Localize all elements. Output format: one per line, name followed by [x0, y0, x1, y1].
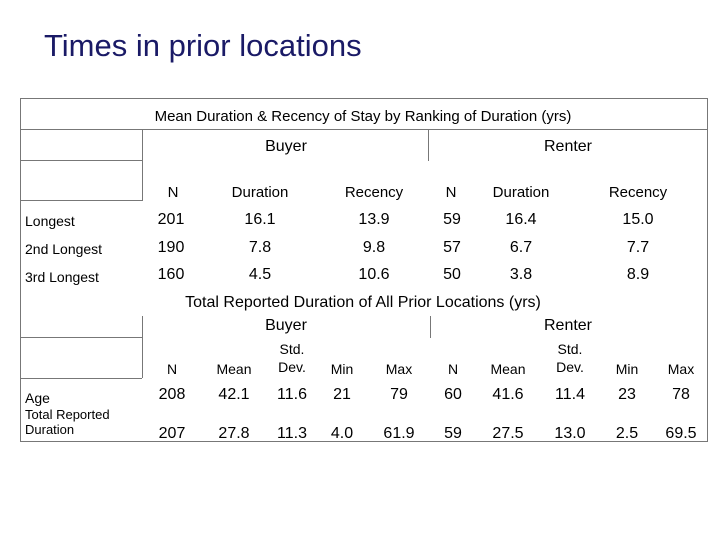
table2-header: Dev.: [278, 359, 306, 375]
grid-line: [20, 337, 142, 338]
table2-header: Dev.: [556, 359, 584, 375]
table2-header: Mean: [216, 361, 252, 377]
grid-line: [20, 378, 142, 379]
grid-line: [20, 200, 142, 201]
grid-line: [428, 129, 429, 161]
table2-group-buyer: Buyer: [265, 317, 307, 334]
table1-cell: 9.8: [362, 239, 386, 256]
table1-header-duration-buyer: Duration: [231, 184, 289, 201]
table2-cell: 59: [444, 425, 462, 442]
grid-line: [142, 129, 143, 201]
table2-header-stddev-top-buyer: Std.: [279, 341, 305, 357]
grid-line: [142, 316, 143, 378]
table2-cell: 21: [333, 386, 351, 403]
table1-row-label: 2nd Longest: [25, 241, 103, 257]
table1-header-n-renter: N: [445, 184, 457, 201]
table1-header-recency-buyer: Recency: [344, 184, 404, 201]
table2-header: Max: [667, 361, 695, 377]
table2-cell: 27.5: [492, 425, 524, 442]
table1-cell: 50: [443, 266, 461, 283]
page-title: Times in prior locations: [44, 28, 362, 63]
table1-cell: 7.7: [626, 239, 650, 256]
table1-header-duration-renter: Duration: [492, 184, 550, 201]
table1-cell: 13.9: [358, 211, 390, 228]
grid-line: [20, 160, 142, 161]
grid-line: [430, 316, 431, 338]
table1-cell: 16.4: [505, 211, 537, 228]
table2-cell: 23: [618, 386, 636, 403]
table1-cell: 16.1: [244, 211, 276, 228]
table2-cell: 4.0: [330, 425, 354, 442]
table2-cell: 208: [158, 386, 186, 403]
table1-cell: 57: [443, 239, 461, 256]
table1-cell: 15.0: [622, 211, 654, 228]
table2-cell: 11.6: [277, 386, 307, 403]
table1-cell: 8.9: [626, 266, 650, 283]
table2-header: N: [447, 361, 459, 377]
table2-cell: 207: [158, 425, 186, 442]
table1-cell: 59: [443, 211, 461, 228]
table2-cell: 69.5: [665, 425, 697, 442]
table2-cell: 27.8: [218, 425, 250, 442]
grid-line: [20, 129, 708, 130]
table1-cell: 3.8: [509, 266, 533, 283]
table2-cell: 42.1: [218, 386, 250, 403]
table2-header: Max: [385, 361, 413, 377]
table1-row-label: Longest: [25, 213, 75, 229]
table1-cell: 201: [157, 211, 185, 228]
table1-header-recency-renter: Recency: [608, 184, 668, 201]
table2-cell: 60: [444, 386, 462, 403]
table2-header: Min: [615, 361, 639, 377]
table2-row-label: Total Reported Duration: [25, 407, 110, 437]
table2-header: N: [166, 361, 178, 377]
table2-header: Mean: [490, 361, 526, 377]
table1-cell: 4.5: [248, 266, 272, 283]
table1-group-buyer: Buyer: [265, 138, 307, 155]
table2-cell: 11.3: [277, 425, 307, 442]
table2-caption: Total Reported Duration of All Prior Locations (yrs): [185, 294, 541, 311]
table1-cell: 6.7: [509, 239, 533, 256]
table2-cell: 79: [390, 386, 408, 403]
table1-group-renter: Renter: [543, 138, 593, 155]
table2-header: Min: [330, 361, 354, 377]
table1-cell: 10.6: [358, 266, 390, 283]
table1-cell: 160: [157, 266, 185, 283]
table2-cell: 11.4: [555, 386, 585, 403]
table2-row-label: Age: [25, 390, 50, 406]
table1-row-label: 3rd Longest: [25, 269, 99, 285]
table2-cell: 13.0: [554, 425, 586, 442]
table2-cell: 2.5: [615, 425, 639, 442]
table1-header-n-buyer: N: [167, 184, 179, 201]
table1-cell: 190: [157, 239, 185, 256]
table2-header-stddev-top-renter: Std.: [557, 341, 583, 357]
table2-cell: 61.9: [383, 425, 415, 442]
table2-cell: 41.6: [492, 386, 524, 403]
table1-cell: 7.8: [248, 239, 272, 256]
table2-cell: 78: [672, 386, 690, 403]
table2-group-renter: Renter: [543, 317, 593, 334]
table1-caption: Mean Duration & Recency of Stay by Ranking of Duration (yrs): [154, 108, 572, 125]
